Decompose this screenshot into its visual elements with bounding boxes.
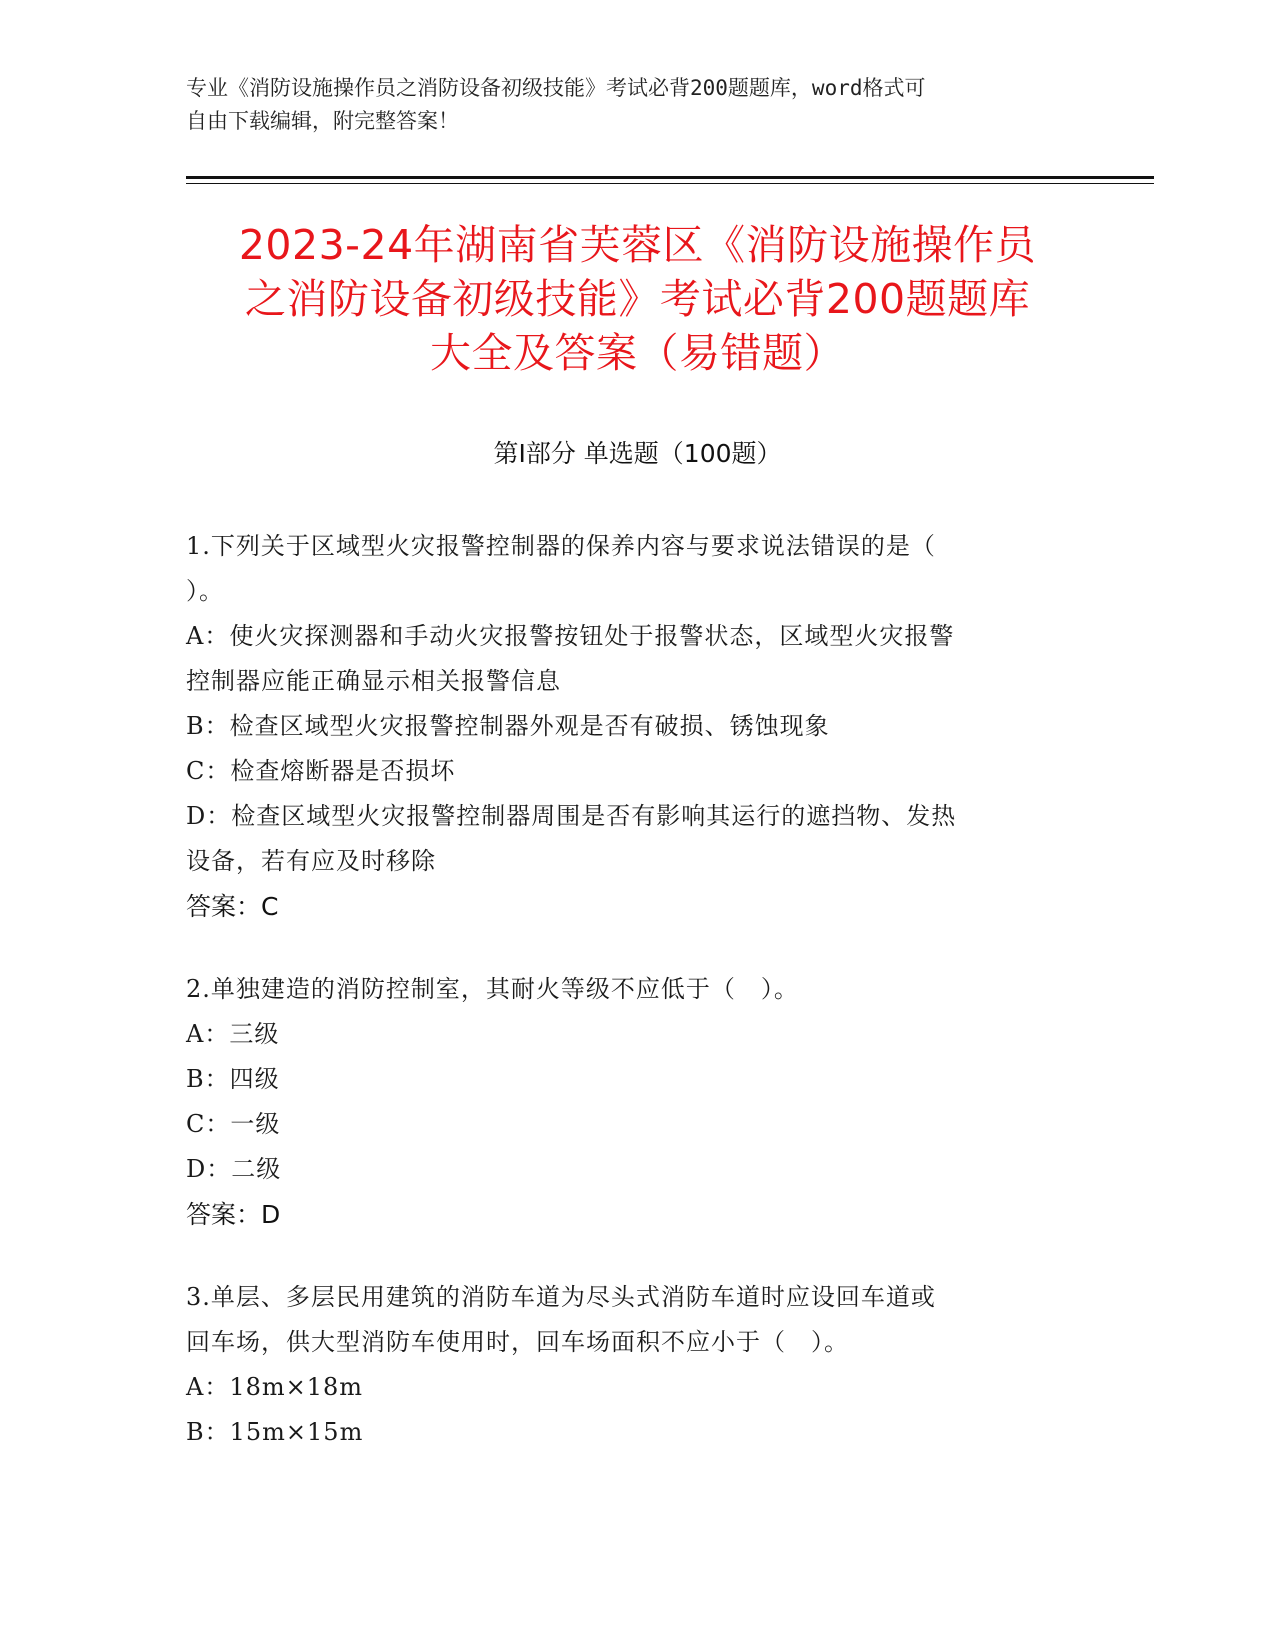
question-1-option-d-line-2: 设备，若有应及时移除 bbox=[186, 847, 436, 875]
question-3-option-a: A：18m×18m bbox=[186, 1373, 364, 1401]
question-1-option-a-line-1: A：使火灾探测器和手动火灾报警按钮处于报警状态，区域型火灾报警 bbox=[186, 622, 955, 650]
question-1-stem-line-1: 1.下列关于区域型火灾报警控制器的保养内容与要求说法错误的是（ bbox=[186, 532, 936, 560]
question-1-option-c: C：检查熔断器是否损坏 bbox=[186, 757, 456, 785]
question-3 bbox=[186, 1275, 1066, 1455]
question-1-answer: 答案：C bbox=[186, 892, 279, 921]
document-title-line-1: 2023-24年湖南省芙蓉区《消防设施操作员 bbox=[238, 221, 1037, 269]
header-divider-thin bbox=[186, 183, 1154, 184]
header-note-line-2: 自由下载编辑，附完整答案！ bbox=[186, 109, 459, 133]
document-title-line-2: 之消防设备初级技能》考试必背200题题库 bbox=[244, 275, 1031, 323]
question-2 bbox=[186, 967, 1066, 1237]
question-1-stem-line-2: ）。 bbox=[186, 577, 224, 605]
header-note bbox=[186, 72, 1066, 138]
question-1-option-d-line-1: D：检查区域型火灾报警控制器周围是否有影响其运行的遮挡物、发热 bbox=[186, 802, 957, 830]
question-2-option-c: C：一级 bbox=[186, 1110, 281, 1138]
header-divider-thick bbox=[186, 176, 1154, 179]
header-note-line-1: 专业《消防设施操作员之消防设备初级技能》考试必背200题题库，word格式可 bbox=[186, 76, 926, 100]
question-list bbox=[186, 524, 1066, 1493]
question-3-stem-line-2: 回车场，供大型消防车使用时，回车场面积不应小于（ ）。 bbox=[186, 1328, 849, 1356]
question-2-answer: 答案：D bbox=[186, 1200, 281, 1229]
question-3-stem-line-1: 3.单层、多层民用建筑的消防车道为尽头式消防车道时应设回车道或 bbox=[186, 1283, 936, 1311]
question-1-option-a-line-2: 控制器应能正确显示相关报警信息 bbox=[186, 667, 561, 695]
section-title: 第Ⅰ部分 单选题（100题） bbox=[493, 439, 782, 468]
document-title bbox=[150, 218, 1125, 380]
question-1 bbox=[186, 524, 1066, 929]
question-2-stem: 2.单独建造的消防控制室，其耐火等级不应低于（ ）。 bbox=[186, 975, 799, 1003]
document-title-line-3: 大全及答案（易错题） bbox=[430, 329, 845, 377]
question-2-option-d: D：二级 bbox=[186, 1155, 282, 1183]
question-2-option-a: A：三级 bbox=[186, 1020, 280, 1048]
question-1-option-b: B：检查区域型火灾报警控制器外观是否有破损、锈蚀现象 bbox=[186, 712, 830, 740]
question-3-option-b: B：15m×15m bbox=[186, 1418, 364, 1446]
question-2-option-b: B：四级 bbox=[186, 1065, 280, 1093]
